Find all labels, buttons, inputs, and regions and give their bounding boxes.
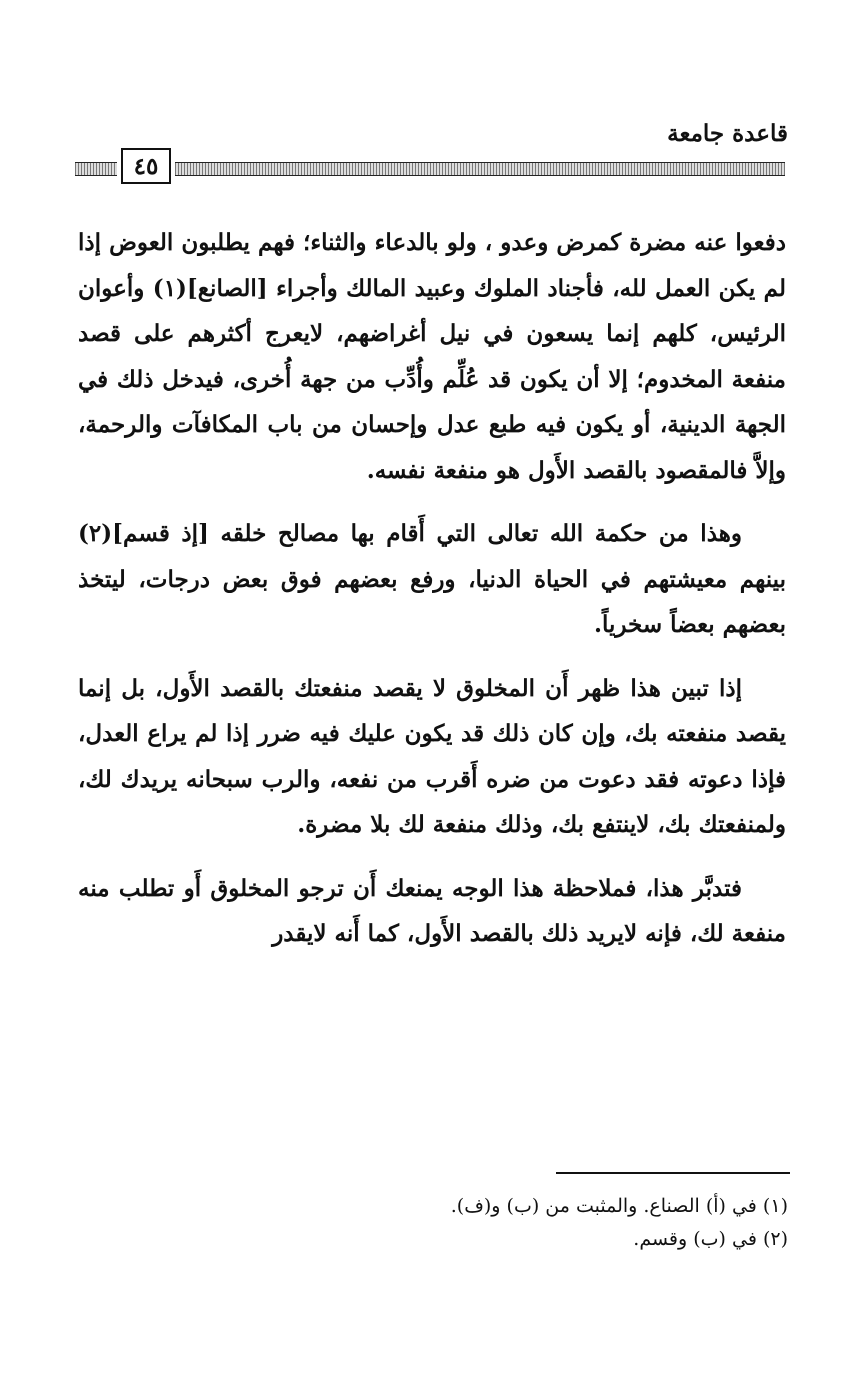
paragraph-3: إذا تبين هذا ظهر أَن المخلوق لا يقصد منفعتك بالقصد الأَول، بل إنما يقصد منفعته بك، وإن كان ذلك قد يكون عليك فيه ضرر إذا لم يراع العدل، فإذا دعوته فقد دعوت من ضره أَقرب من نفعه، والرب سبحانه يريدك لك، ولمنفعتك بك، لاينتفع بك، وذلك منفعة لك بلا مضرة. — [78, 674, 786, 838]
body-text — [78, 220, 786, 975]
footnote-1: (١) في (أ) الصناع. والمثبت من (ب) و(ف). — [450, 1195, 788, 1217]
paragraph-1: دفعوا عنه مضرة كمرض وعدو ، ولو بالدعاء والثناء؛ فهم يطلبون العوض إذا لم يكن العمل لله، فأجناد الملوك وعبيد المالك وأجراء [الصانع](١) وأعوان الرئيس، كلهم إنما يسعون في نيل أغراضهم، لايعرج أكثرهم على قصد منفعة المخدوم؛ إلا أن يكون قد عُلِّم وأُدِّب من جهة أُخرى، فيدخل ذلك في الجهة الدينية، أو يكون فيه طبع عدل وإحسان من باب المكافآت والرحمة، وإلاَّ فالمقصود بالقصد الأَول هو منفعة نفسه. — [78, 229, 786, 484]
footnotes — [368, 1190, 788, 1256]
paragraph-2: وهذا من حكمة الله تعالى التي أَقام بها مصالح خلقه [إذ قسم](٢) بينهم معيشتهم في الحياة الدنيا، ورفع بعضهم فوق بعض درجات، ليتخذ بعضهم بعضاً سخرياً. — [78, 520, 786, 638]
header-rule-right-segment — [175, 162, 785, 176]
header-rule-left-segment — [75, 162, 117, 176]
paragraph-4: فتدبَّر هذا، فملاحظة هذا الوجه يمنعك أَن ترجو المخلوق أَو تطلب منه منفعة لك، فإنه لايريد ذلك بالقصد الأَول، كما أَنه لايقدر — [78, 874, 786, 947]
page-number: ٤٥ — [121, 148, 171, 184]
footnote-separator — [556, 1172, 790, 1174]
footnote-2: (٢) في (ب) وقسم. — [633, 1228, 788, 1250]
header-rule — [75, 148, 785, 184]
running-title: قاعدة جامعة — [667, 120, 788, 147]
